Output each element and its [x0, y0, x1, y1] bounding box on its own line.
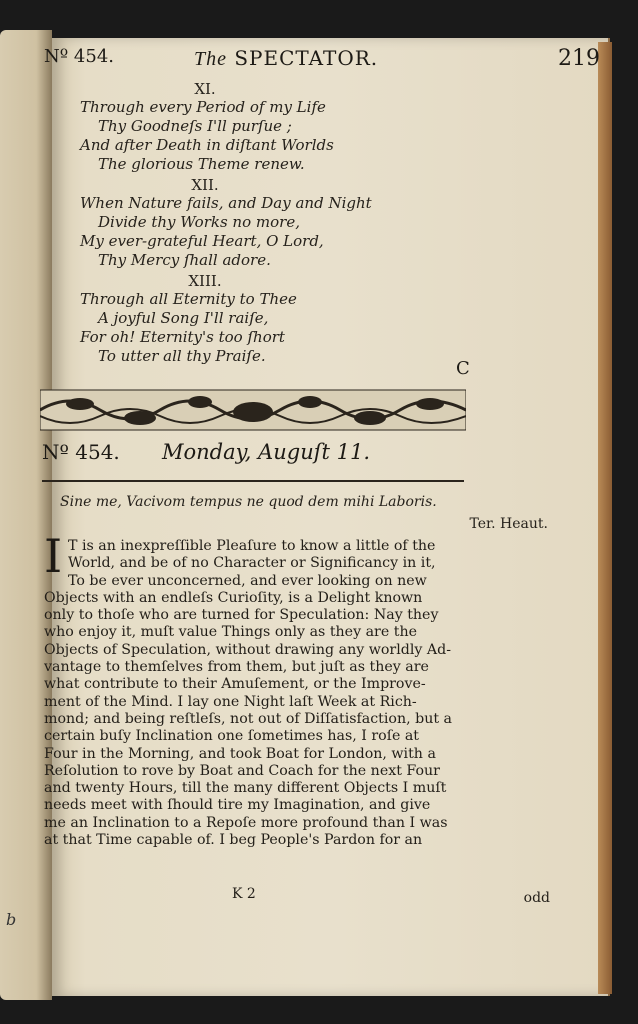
stanza-xi — [80, 80, 500, 174]
text-line: only to thoſe who are turned for Speculation: Nay they — [44, 607, 439, 624]
stanza-numeral: XII. — [191, 176, 219, 194]
stanza-numeral: XI. — [194, 80, 216, 98]
header-title-italic: The — [194, 48, 227, 70]
text-line: Objects of Speculation, without drawing any worldly Ad- — [44, 641, 451, 658]
issue-heading — [42, 440, 472, 470]
verse-line: Divide thy Works no more, — [98, 213, 300, 231]
text-line: needs meet with ſhould tire my Imagination, and give — [44, 797, 431, 814]
heading-rule — [42, 480, 464, 482]
text-line: certain buſy Inclination one ſometimes has, I roſe at — [44, 728, 420, 745]
headpiece-ornament — [40, 386, 466, 434]
verse-line: Thy Goodneſs I'll purſue ; — [98, 117, 292, 135]
text-line: me an Inclination to a Repoſe more profound than I was — [44, 814, 448, 831]
epigraph: Sine me, Vacivom tempus ne quod dem mihi Laboris. — [60, 494, 437, 510]
facing-page-fragment: b — [6, 910, 17, 929]
verse-line: My ever-grateful Heart, O Lord, — [80, 232, 324, 250]
text-line: and twenty Hours, till the many different Objects I muſt — [44, 780, 447, 797]
essay-text — [44, 529, 470, 849]
text-line: Reſolution to rove by Boat and Coach for the next Four — [44, 762, 440, 779]
issue-date: Monday, Auguſt 11. — [162, 440, 371, 464]
page-number: 219 — [558, 46, 600, 71]
issue-number: Nº 454. — [42, 440, 120, 464]
text-line: Objects with an endleſs Curioſity, is a Delight known — [44, 589, 423, 606]
signature-mark: C — [456, 358, 470, 379]
verse-line: A joyful Song I'll raiſe, — [98, 309, 269, 327]
verse-line: For oh! Eternity's too ſhort — [80, 328, 285, 346]
verse-line: Through all Eternity to Thee — [80, 290, 297, 308]
header-title-caps: SPECTATOR. — [234, 46, 379, 70]
header-title — [194, 46, 378, 71]
text-line: To be ever unconcerned, and ever looking on new — [68, 572, 427, 589]
verse-line: Thy Mercy ſhall adore. — [98, 251, 271, 269]
text-line: mond; and being reſtleſs, not out of Diſſatisfaction, but a — [44, 710, 453, 727]
gathering-signature: K 2 — [232, 886, 256, 902]
catchword: odd — [523, 890, 550, 906]
text-line: Four in the Morning, and took Boat for London, with a — [44, 745, 436, 762]
text-line: ment of the Mind. I lay one Night laſt Week at Rich- — [44, 693, 417, 710]
header-issue-number: Nº 454. — [44, 46, 115, 67]
stanza-numeral: XIII. — [188, 272, 222, 290]
text-line: who enjoy it, muſt value Things only as they are the — [44, 624, 417, 641]
text-line: at that Time capable of. I beg People's Pardon for an — [44, 832, 423, 849]
verse-line: And after Death in diſtant Worlds — [80, 136, 334, 154]
stanza-xii — [80, 176, 500, 270]
facing-page-edge — [0, 30, 52, 1000]
running-header — [44, 44, 618, 74]
verse-line: To utter all thy Praiſe. — [98, 347, 266, 365]
stanza-xiii — [80, 272, 500, 366]
text-line: T is an inexpreſſible Pleaſure to know a little of the — [68, 538, 436, 554]
drop-cap: I — [44, 529, 63, 583]
page-edge — [598, 42, 612, 994]
text-line: World, and be of no Character or Significancy in it, — [68, 555, 436, 572]
epigraph-source: Ter. Heaut. — [469, 516, 548, 532]
verse-line: Through every Period of my Life — [80, 98, 326, 116]
verse-line: When Nature fails, and Day and Night — [80, 194, 372, 212]
text-line: what contribute to their Amuſement, or the Improve- — [44, 676, 426, 693]
text-line: vantage to themſelves from them, but juſt as they are — [44, 659, 429, 676]
verse-line: The glorious Theme renew. — [98, 155, 305, 173]
